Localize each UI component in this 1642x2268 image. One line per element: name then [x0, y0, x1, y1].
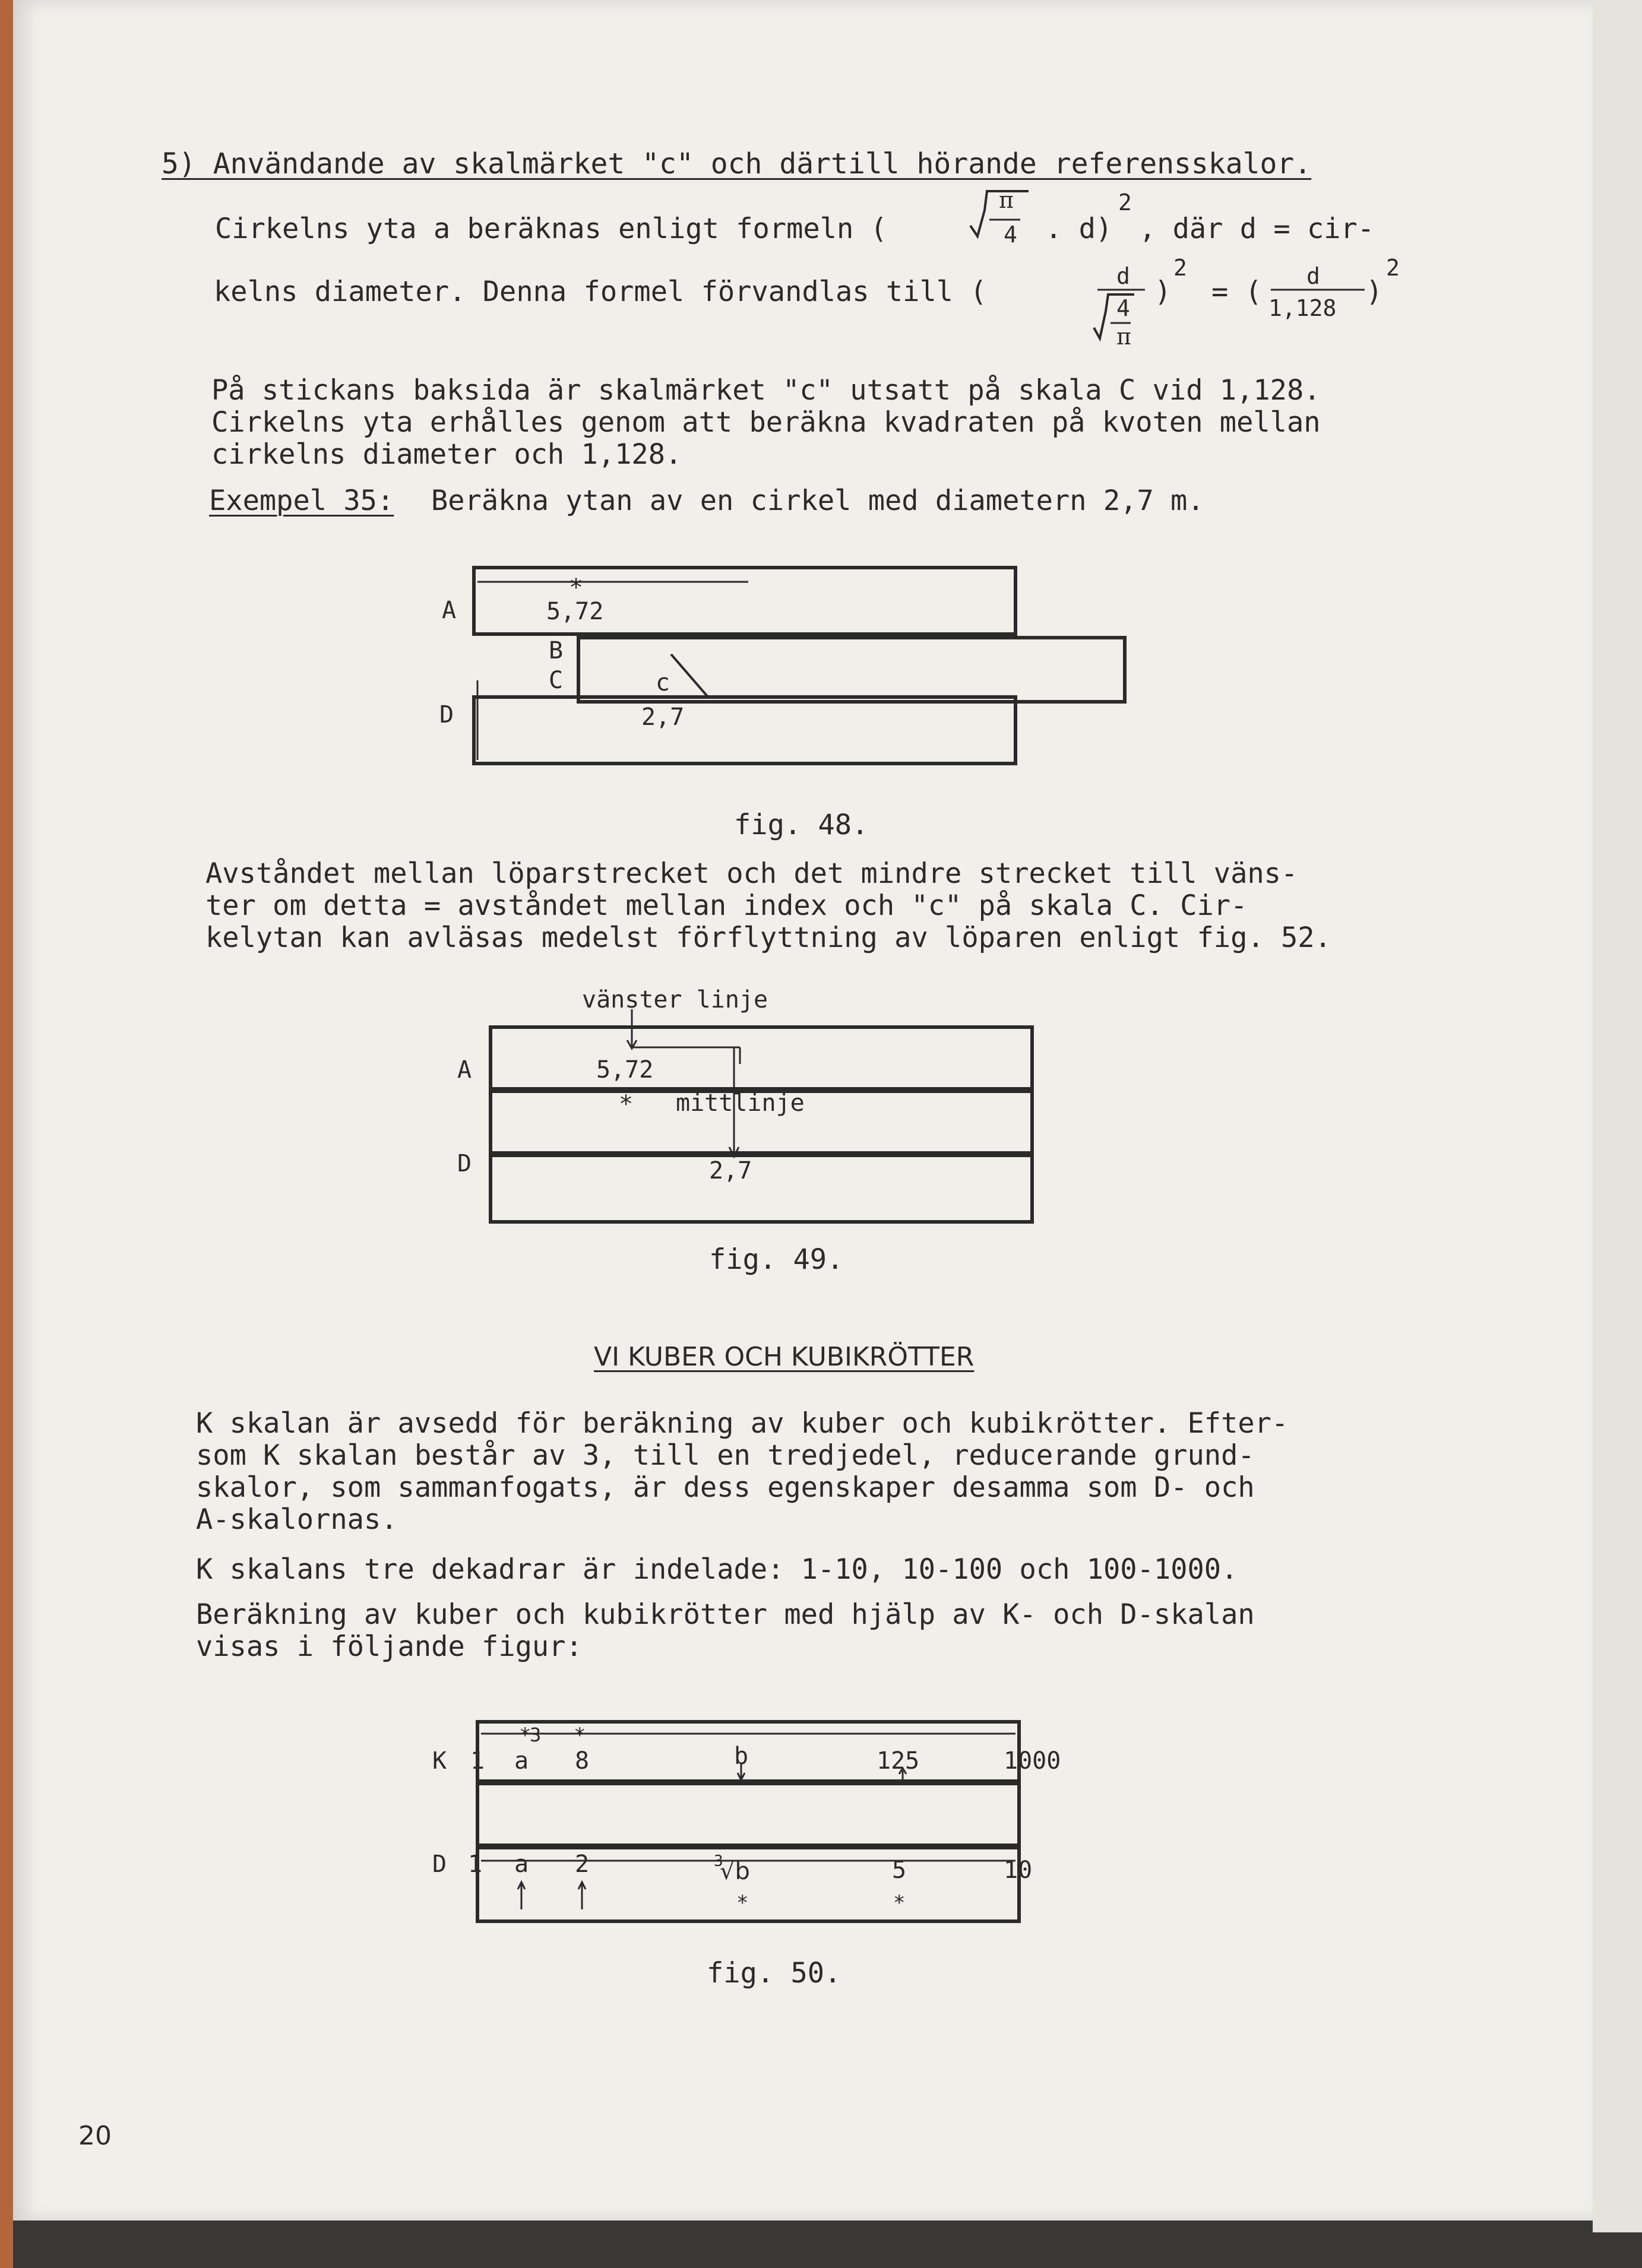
fig-49-label-a: A [457, 1056, 472, 1084]
formula-four: 4 [1004, 221, 1017, 248]
formula-pi: π [999, 187, 1014, 213]
fig-50-label-k: K [432, 1747, 447, 1775]
formula-pi-2: π [1116, 324, 1131, 350]
fig-49-value-a: 5,72 [596, 1056, 654, 1084]
fig-48-label-a: A [442, 597, 457, 624]
fig-50-k-8: 8 [575, 1747, 590, 1775]
paragraph-2-line-2: ter om detta = avståndet mellan index och "c" på skala C. Cir- [205, 889, 1248, 922]
fraction-bar-2 [1268, 261, 1369, 297]
book-spine [0, 0, 13, 2268]
fig-50-k-125: 125 [877, 1747, 920, 1775]
section-6-paragraph-3-line-2: visas i följande figur: [196, 1630, 583, 1663]
fig-50-d-10: 10 [1004, 1857, 1033, 1884]
section-6-heading: VI KUBER OCH KUBIKRÖTTER [594, 1342, 975, 1372]
fig-48-label-b: B [549, 637, 564, 664]
fig-49-left-line-label: vänster linje [582, 986, 768, 1013]
fig-49-mid-line-label: mittlinje [676, 1089, 805, 1117]
formula-line-1-text: Cirkelns yta a beräknas enligt formeln ( [215, 213, 887, 245]
paragraph-2-line-3: kelytan kan avläsas medelst förflyttning av löparen enligt fig. 52. [205, 921, 1331, 954]
section-5-heading: 5) Användande av skalmärket "c" och därtill hörande referensskalor. [162, 147, 1312, 180]
formula-numerator-d-1: d [1116, 263, 1130, 289]
fig-50-root-b: √b [720, 1858, 750, 1885]
fig-48-label-d: D [439, 701, 454, 728]
fig-50-k-star-2: * [574, 1724, 586, 1747]
fig-50-d-star-1: * [736, 1891, 749, 1915]
paragraph-2-line-1: Avståndet mellan löparstrecket och det mindre strecket till väns- [205, 857, 1298, 890]
formula-exponent-3: 2 [1386, 255, 1400, 281]
section-6-paragraph-1-line-1: K skalan är avsedd för beräkning av kuber och kubikrötter. Efter- [196, 1407, 1289, 1440]
fig-48-star: * [569, 574, 584, 601]
fig-48-value-d: 2,7 [641, 704, 685, 731]
formula-line-2-text: kelns diameter. Denna formel förvandlas till ( [214, 275, 987, 308]
section-6-paragraph-1-line-2: som K skalan består av 3, till en tredjedel, reducerande grund- [196, 1439, 1255, 1472]
fig-50-root-index: 3 [714, 1852, 723, 1870]
fig-48-value-a: 5,72 [546, 598, 604, 625]
section-6-paragraph-1-line-4: A-skalornas. [196, 1503, 398, 1536]
fig-50-d-a: a [514, 1851, 529, 1878]
section-5-paragraph-line-3: cirkelns diameter och 1,128. [211, 438, 682, 471]
formula-line-2-eq: = ( [1211, 275, 1262, 308]
fig-50-slide-rule [475, 1716, 1033, 1930]
formula-constant: 1,128 [1268, 295, 1337, 321]
fig-50-caption: fig. 50. [707, 1957, 841, 1990]
fig-49-value-d: 2,7 [709, 1157, 752, 1184]
fig-50-k-1: 1 [470, 1747, 485, 1775]
fig-50-k-star-1: * [519, 1724, 531, 1747]
fig-50-d-1: 1 [468, 1851, 483, 1878]
formula-line-1-mid: . d) [1045, 213, 1113, 245]
section-6-paragraph-3-line-1: Beräkning av kuber och kubikrötter med hjälp av K- och D-skalan [196, 1598, 1255, 1631]
page-number: 20 [78, 2121, 112, 2151]
section-6-paragraph-1-line-3: skalor, som sammanfogats, är dess egenskaper desamma som D- och [196, 1471, 1255, 1504]
page-edge [1593, 0, 1642, 2232]
fig-50-label-d: D [432, 1851, 447, 1878]
formula-exponent-2: 2 [1173, 255, 1187, 281]
fig-48-c-mark: c [656, 669, 670, 696]
fig-48-caption: fig. 48. [734, 809, 869, 841]
fig-50-k-b: b [734, 1743, 749, 1770]
formula-four-2: 4 [1116, 295, 1130, 321]
example-35-label: Exempel 35: [209, 484, 394, 517]
formula-exponent-1: 2 [1118, 189, 1132, 216]
formula-line-2-mid: ) [1154, 275, 1172, 308]
formula-line-1-post: , där d = cir- [1139, 213, 1375, 245]
fig-49-label-d: D [457, 1150, 472, 1177]
formula-numerator-d-2: d [1306, 263, 1320, 289]
example-35-text: Beräkna ytan av en cirkel med diametern 2,7 m. [431, 484, 1204, 517]
fig-50-d-5: 5 [892, 1857, 907, 1884]
fig-49-caption: fig. 49. [709, 1243, 844, 1276]
fig-50-d-star-2: * [893, 1891, 906, 1915]
section-5-paragraph-line-1: På stickans baksida är skalmärket "c" utsatt på skala C vid 1,128. [211, 374, 1321, 407]
fig-50-k-a: a [514, 1747, 529, 1775]
formula-line-2-post: ) [1366, 275, 1383, 308]
fig-50-k-exponent: 3 [530, 1724, 542, 1746]
fig-50-k-1000: 1000 [1004, 1747, 1061, 1775]
fig-49-star: * [619, 1091, 634, 1118]
section-5-paragraph-line-2: Cirkelns yta erhålles genom att beräkna kvadraten på kvoten mellan [211, 406, 1321, 439]
fig-49-slide-rule [487, 1009, 1045, 1229]
fig-48-label-c: C [549, 667, 564, 694]
fig-50-d-2: 2 [575, 1851, 590, 1878]
section-6-paragraph-2: K skalans tre dekadrar är indelade: 1-10, 10-100 och 100-1000. [196, 1553, 1238, 1586]
